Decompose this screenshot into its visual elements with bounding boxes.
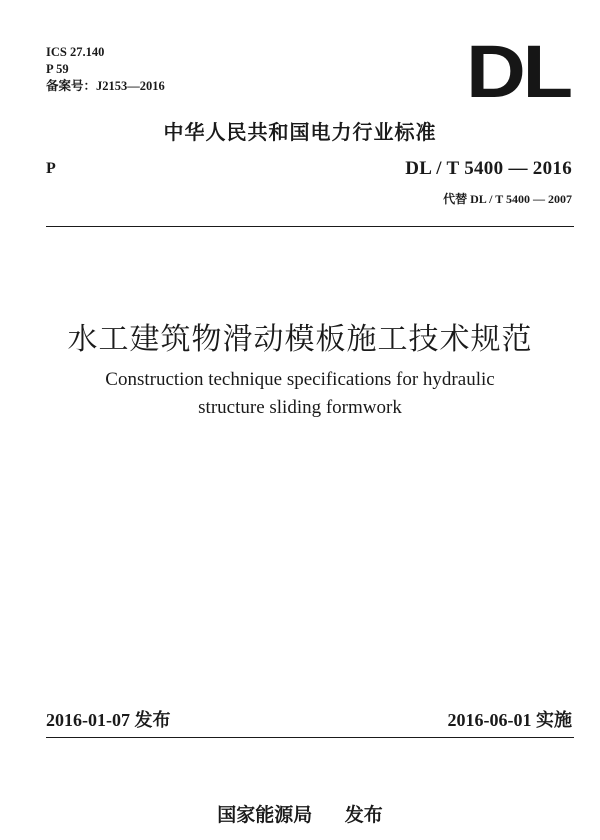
implementation-date: 2016-06-01 实施 [447, 710, 572, 730]
record-number: 备案号：J2153—2016 [46, 79, 165, 93]
industry-standard-title: 中华人民共和国电力行业标准 [163, 120, 437, 144]
english-title-line-2: structure sliding formwork [198, 397, 402, 418]
english-title-line-1: Construction technique specifications for hydraulic [105, 369, 495, 390]
bottom-divider [46, 737, 574, 738]
publisher: 国家能源局 发布 [217, 804, 383, 826]
classification-code: P 59 [46, 62, 69, 76]
chinese-title: 水工建筑物滑动模板施工技术规范 [67, 322, 533, 357]
dl-logo: DL [466, 30, 570, 113]
ics-code: ICS 27.140 [46, 45, 105, 59]
issue-date: 2016-01-07 发布 [46, 710, 171, 730]
replaces-standard: 代替 DL / T 5400 — 2007 [443, 192, 572, 206]
classification-letter: P [46, 160, 56, 177]
standard-number: DL / T 5400 — 2016 [405, 158, 572, 179]
top-divider [46, 226, 574, 227]
